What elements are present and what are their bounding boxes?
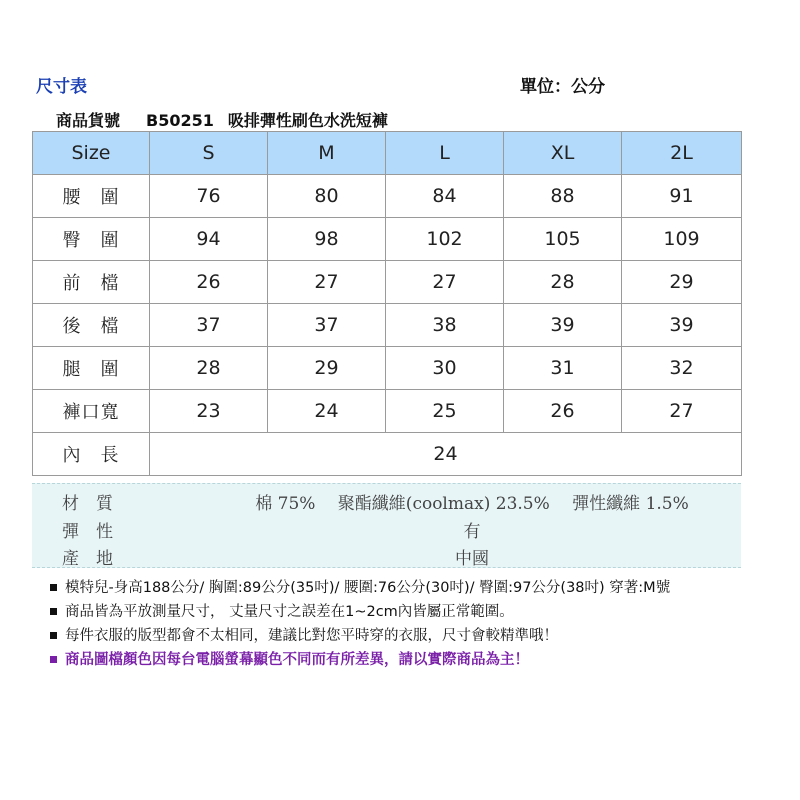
table-cell: 84: [386, 175, 504, 218]
table-cell: 27: [622, 390, 742, 433]
table-cell: 24: [268, 390, 386, 433]
origin-label: 產 地: [62, 549, 113, 569]
table-cell: 23: [150, 390, 268, 433]
size-header-cell: Size: [33, 132, 150, 175]
list-item: [50, 576, 670, 600]
table-cell: 29: [268, 347, 386, 390]
elasticity-label: 彈 性: [62, 522, 113, 542]
table-cell: 91: [622, 175, 742, 218]
table-cell: 105: [504, 218, 622, 261]
table-cell: 39: [504, 304, 622, 347]
size-header-row: [33, 132, 742, 175]
row-label-leg-opening: 褲口寬: [33, 390, 150, 433]
size-header-cell: M: [268, 132, 386, 175]
origin-value: 中國: [455, 549, 489, 569]
material-value: 棉 75% 聚酯纖維(coolmax) 23.5% 彈性纖維 1.5%: [255, 494, 689, 514]
table-cell: 98: [268, 218, 386, 261]
material-label: 材 質: [62, 494, 113, 514]
table-cell: 27: [268, 261, 386, 304]
bullet-icon: [50, 608, 57, 615]
size-header-cell: S: [150, 132, 268, 175]
table-cell: 30: [386, 347, 504, 390]
table-cell: 28: [504, 261, 622, 304]
table-row: [33, 390, 742, 433]
bullet-icon: [50, 656, 57, 663]
size-chart-title: 尺寸表: [36, 77, 87, 97]
row-label-inseam: 內 長: [33, 433, 150, 476]
table-row: [33, 433, 742, 476]
table-cell: 76: [150, 175, 268, 218]
table-cell: 38: [386, 304, 504, 347]
table-cell: 39: [622, 304, 742, 347]
size-header-cell: XL: [504, 132, 622, 175]
table-cell: 37: [150, 304, 268, 347]
table-cell: 37: [268, 304, 386, 347]
size-header-cell: L: [386, 132, 504, 175]
table-cell: 32: [622, 347, 742, 390]
list-item: [50, 648, 670, 672]
table-cell: 28: [150, 347, 268, 390]
row-label-thigh: 腿 圍: [33, 347, 150, 390]
row-label-front-rise: 前 檔: [33, 261, 150, 304]
table-cell: 26: [150, 261, 268, 304]
size-header-cell: 2L: [622, 132, 742, 175]
inseam-value-cell: 24: [150, 433, 742, 476]
table-cell: 94: [150, 218, 268, 261]
note-text: 模特兒-身高188公分/ 胸圍:89公分(35吋)/ 腰圍:76公分(30吋)/ 臀圍:97公分(38吋) 穿著:M號: [65, 580, 671, 596]
table-row: [33, 175, 742, 218]
bullet-icon: [50, 632, 57, 639]
table-cell: 29: [622, 261, 742, 304]
product-info: [56, 108, 388, 131]
table-row: [33, 347, 742, 390]
size-table: [32, 131, 742, 476]
table-row: [33, 261, 742, 304]
unit-label: 單位：公分: [520, 77, 605, 97]
table-cell: 109: [622, 218, 742, 261]
elasticity-value: 有: [463, 522, 481, 542]
note-text: 每件衣服的版型都會不太相同，建議比對您平時穿的衣服，尺寸會較精準哦！: [65, 628, 558, 644]
row-label-hip: 臀 圍: [33, 218, 150, 261]
table-row: [33, 304, 742, 347]
note-text: 商品圖檔顏色因每台電腦螢幕顯色不同而有所差異，請以實際商品為主！: [65, 652, 529, 668]
table-cell: 26: [504, 390, 622, 433]
table-cell: 27: [386, 261, 504, 304]
table-cell: 102: [386, 218, 504, 261]
list-item: [50, 624, 670, 648]
list-item: [50, 600, 670, 624]
row-label-waist: 腰 圍: [33, 175, 150, 218]
bullet-icon: [50, 584, 57, 591]
product-name: 吸排彈性刷色水洗短褲: [227, 111, 388, 130]
table-row: [33, 218, 742, 261]
product-label: 商品貨號: [56, 111, 121, 130]
product-code: B50251: [146, 111, 214, 130]
table-cell: 88: [504, 175, 622, 218]
material-info-box: [32, 483, 741, 568]
table-cell: 31: [504, 347, 622, 390]
note-text: 商品皆為平放測量尺寸， 丈量尺寸之誤差在1~2cm內皆屬正常範圍。: [65, 604, 514, 620]
table-cell: 25: [386, 390, 504, 433]
row-label-back-rise: 後 檔: [33, 304, 150, 347]
notes-list: [50, 576, 670, 672]
table-cell: 80: [268, 175, 386, 218]
